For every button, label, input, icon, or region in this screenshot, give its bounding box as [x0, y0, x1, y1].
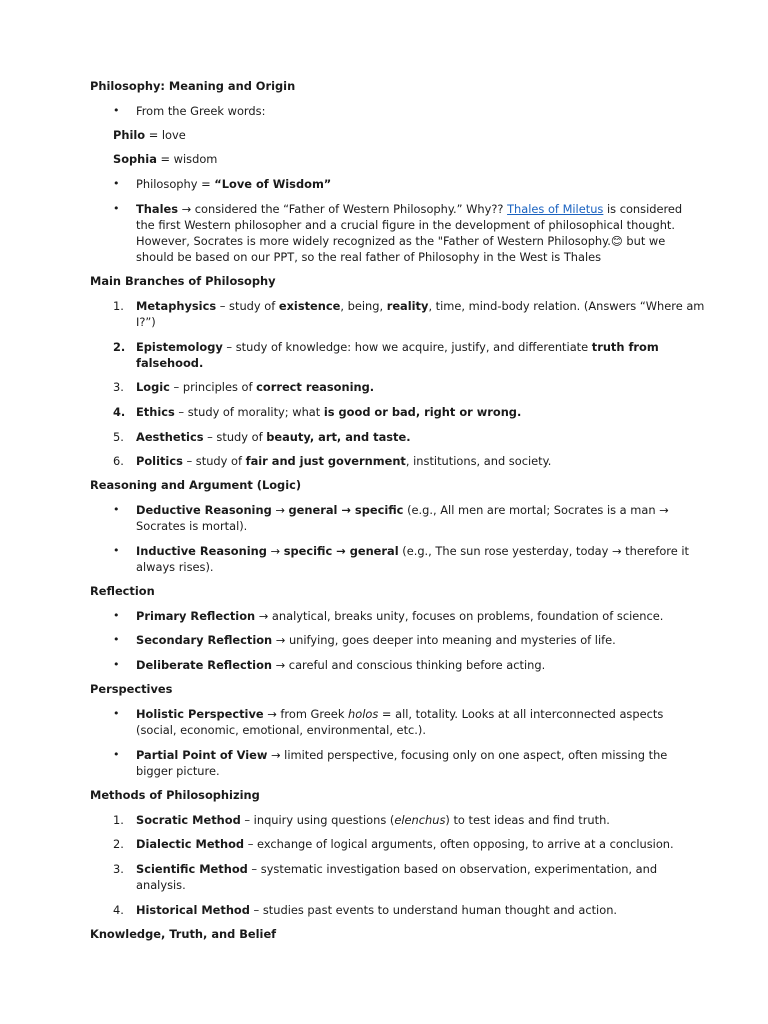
list-item-politics: Politics – study of fair and just government, institutions, and society.: [136, 454, 552, 468]
list-item-philosophy-definition: Philosophy = “Love of Wisdom”: [136, 177, 332, 191]
heading-meaning-origin: Philosophy: Meaning and Origin: [90, 79, 296, 93]
bullet: •: [113, 633, 120, 646]
list-number: 4.: [113, 405, 126, 419]
bullet: •: [113, 177, 120, 190]
list-item-holistic: Holistic Perspective → from Greek holos = all, totality. Looks at all interconnected aspects: [136, 707, 664, 721]
list-item-epistemology: Epistemology – study of knowledge: how we acquire, justify, and differentiate truth from: [136, 340, 659, 354]
paragraph-sophia: Sophia = wisdom: [113, 152, 218, 166]
list-item-deductive: Deductive Reasoning → general → specific (e.g., All men are mortal; Socrates is a man →: [136, 503, 669, 517]
list-number: 3.: [113, 862, 124, 876]
heading-perspectives: Perspectives: [90, 682, 173, 696]
heading-reflection: Reflection: [90, 584, 155, 598]
list-item-thales-line-2: the first Western philosopher and a crucial figure in the development of philosophical thought.: [136, 218, 676, 232]
list-item-aesthetics: Aesthetics – study of beauty, art, and taste.: [136, 430, 411, 444]
list-item-deliberate-reflection: Deliberate Reflection → careful and conscious thinking before acting.: [136, 658, 546, 672]
list-item-inductive: Inductive Reasoning → specific → general (e.g., The sun rose yesterday, today → therefore it: [136, 544, 689, 558]
list-number: 3.: [113, 380, 124, 394]
list-item-metaphysics: Metaphysics – study of existence, being, reality, time, mind-body relation. (Answers “Where am: [136, 299, 705, 313]
list-item-primary-reflection: Primary Reflection → analytical, breaks unity, focuses on problems, foundation of science.: [136, 609, 664, 623]
list-item-socratic: Socratic Method – inquiry using questions (elenchus) to test ideas and find truth.: [136, 813, 610, 827]
list-item-thales: Thales → considered the “Father of Western Philosophy.” Why?? Thales of Miletus is considered: [136, 202, 683, 216]
list-item-partial: Partial Point of View → limited perspective, focusing only on one aspect, often missing the: [136, 748, 668, 762]
list-number: 5.: [113, 430, 124, 444]
list-item-scientific-line-2: analysis.: [136, 878, 186, 892]
heading-main-branches: Main Branches of Philosophy: [90, 274, 276, 288]
list-item-dialectic: Dialectic Method – exchange of logical arguments, often opposing, to arrive at a conclusion.: [136, 837, 674, 851]
list-item-ethics: Ethics – study of morality; what is good or bad, right or wrong.: [136, 405, 522, 419]
list-number: 6.: [113, 454, 124, 468]
list-item-thales-line-4: should be based on our PPT, so the real father of Philosophy in the West is Thales: [136, 250, 602, 264]
bullet: •: [113, 707, 120, 720]
heading-reasoning-argument: Reasoning and Argument (Logic): [90, 478, 302, 492]
bullet: •: [113, 104, 120, 117]
bullet: •: [113, 202, 120, 215]
thales-of-miletus-link[interactable]: Thales of Miletus: [507, 202, 604, 216]
list-item-inductive-line-2: always rises).: [136, 560, 214, 574]
list-item-thales-line-3: However, Socrates is more widely recognized as the "Father of Western Philosophy.😊 but we: [136, 234, 666, 248]
list-item-partial-line-2: bigger picture.: [136, 764, 220, 778]
list-number: 2.: [113, 340, 126, 354]
list-number: 2.: [113, 837, 124, 851]
list-item-epistemology-line-2: falsehood.: [136, 356, 204, 370]
heading-knowledge-truth-belief: Knowledge, Truth, and Belief: [90, 927, 277, 941]
list-item-historical: Historical Method – studies past events to understand human thought and action.: [136, 903, 618, 917]
list-number: 1.: [113, 813, 124, 827]
heading-methods: Methods of Philosophizing: [90, 788, 260, 802]
list-item-holistic-line-2: (social, economic, emotional, environmental, etc.).: [136, 723, 426, 737]
list-number: 4.: [113, 903, 124, 917]
paragraph-philo: Philo = love: [113, 128, 186, 142]
bullet: •: [113, 609, 120, 622]
bullet: •: [113, 658, 120, 671]
list-item-deductive-line-2: Socrates is mortal).: [136, 519, 248, 533]
bullet: •: [113, 544, 120, 557]
list-item-secondary-reflection: Secondary Reflection → unifying, goes deeper into meaning and mysteries of life.: [136, 633, 616, 647]
list-item-metaphysics-line-2: I?”): [136, 315, 156, 329]
list-item-greek-words: From the Greek words:: [136, 104, 266, 118]
list-item-logic: Logic – principles of correct reasoning.: [136, 380, 375, 394]
bullet: •: [113, 748, 120, 761]
list-number: 1.: [113, 299, 124, 313]
list-item-scientific: Scientific Method – systematic investigation based on observation, experimentation, and: [136, 862, 658, 876]
bullet: •: [113, 503, 120, 516]
